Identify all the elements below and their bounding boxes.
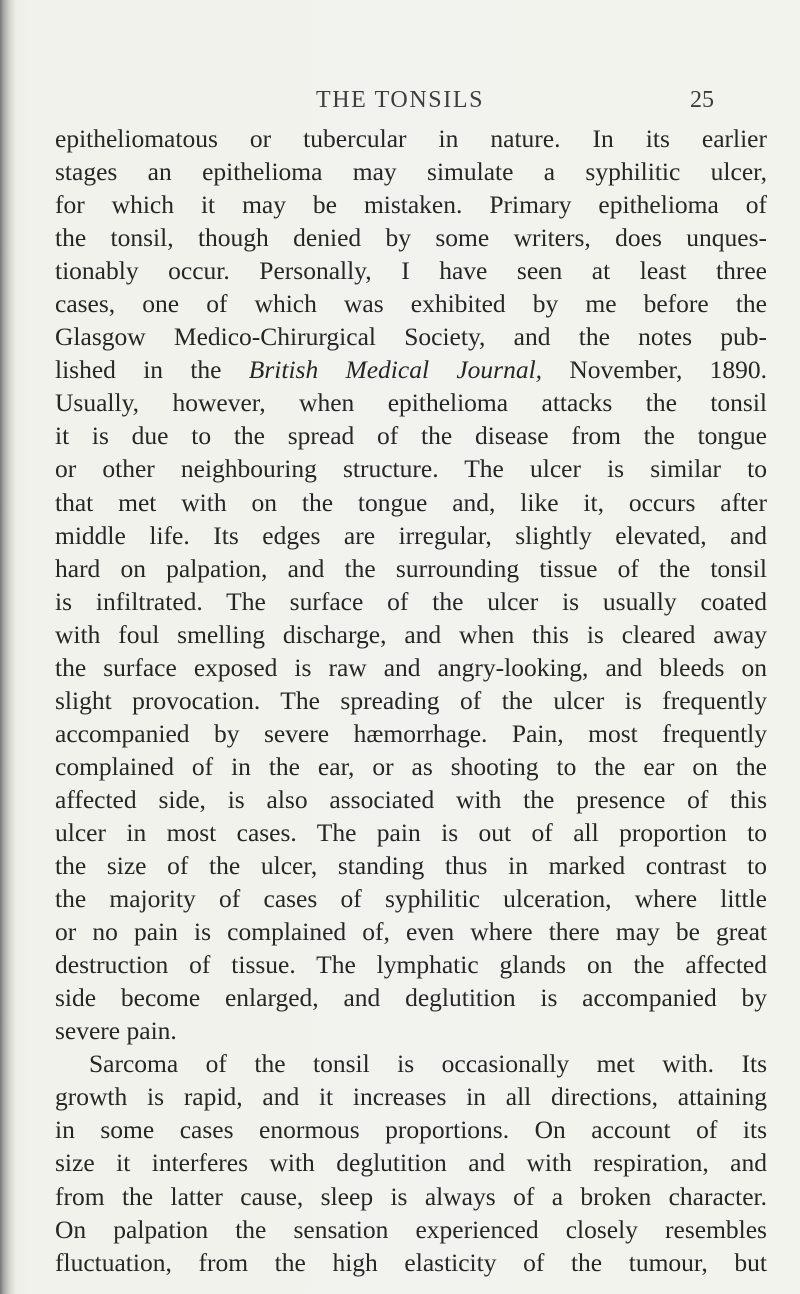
text-line: hard on palpation, and the surrounding tissue of the tonsil [55, 553, 767, 583]
text-line: destruction of tissue. The lymphatic glands on the affected [55, 950, 767, 980]
running-title: THE TONSILS [315, 87, 485, 113]
journal-title: British Medical Journal, [248, 355, 543, 385]
text-line: tionably occur. Personally, I have seen at least three [55, 256, 767, 286]
page-binding-shadow [0, 0, 16, 1294]
text-line: the surface exposed is raw and angry-looking, and bleeds on [55, 652, 767, 682]
text-line: or no pain is complained of, even where there may be great [55, 917, 767, 947]
text-line: size it interferes with deglutition and with respiration, and [55, 1148, 767, 1178]
text-line: ulcer in most cases. The pain is out of all proportion to [55, 817, 767, 847]
text-line: middle life. Its edges are irregular, slightly elevated, and [55, 520, 767, 550]
text-line: from the latter cause, sleep is always of a broken character. [55, 1181, 767, 1211]
text-line: stages an epithelioma may simulate a syphilitic ulcer, [55, 157, 767, 187]
body-text [55, 122, 767, 1279]
text-line-part: lished in the [55, 355, 249, 385]
text-line: epitheliomatous or tubercular in nature. In its earlier [55, 124, 767, 153]
text-line: it is due to the spread of the disease from the tongue [55, 421, 767, 451]
text-line: fluctuation, from the high elasticity of the tumour, but [55, 1247, 767, 1277]
text-line: in some cases enormous proportions. On account of its [55, 1115, 767, 1145]
paragraph-start-line: Sarcoma of the tonsil is occasionally met with. Its [89, 1049, 767, 1079]
text-line: with foul smelling discharge, and when this is cleared away [55, 619, 767, 649]
text-line: the size of the ulcer, standing thus in marked contrast to [55, 851, 767, 881]
text-line: cases, one of which was exhibited by me before the [55, 289, 767, 319]
text-line-with-journal-title [55, 353, 767, 386]
text-line: or other neighbouring structure. The ulcer is similar to [55, 454, 767, 484]
text-line-part: November, 1890. [542, 355, 767, 385]
text-line: accompanied by severe hæmorrhage. Pain, most frequently [55, 718, 767, 748]
text-line: Usually, however, when epithelioma attacks the tonsil [55, 388, 767, 418]
page-number: 25 [690, 87, 714, 113]
text-line: is infiltrated. The surface of the ulcer is usually coated [55, 586, 767, 616]
text-line: that met with on the tongue and, like it, occurs after [55, 487, 767, 517]
running-head [0, 84, 800, 116]
text-line: the majority of cases of syphilitic ulceration, where little [55, 884, 767, 914]
text-line: growth is rapid, and it increases in all directions, attaining [55, 1082, 767, 1112]
text-line: side become enlarged, and deglutition is accompanied by [55, 983, 767, 1013]
text-line: On palpation the sensation experienced closely resembles [55, 1214, 767, 1244]
paragraph-end-line: severe pain. [55, 1016, 177, 1046]
text-line: complained of in the ear, or as shooting to the ear on the [55, 751, 767, 781]
text-line: for which it may be mistaken. Primary epithelioma of [55, 190, 767, 220]
text-line: the tonsil, though denied by some writers, does unques- [55, 223, 767, 253]
text-line: slight provocation. The spreading of the ulcer is frequently [55, 685, 767, 715]
text-line: Glasgow Medico-Chirurgical Society, and the notes pub- [55, 322, 767, 352]
text-line: affected side, is also associated with the presence of this [55, 784, 767, 814]
